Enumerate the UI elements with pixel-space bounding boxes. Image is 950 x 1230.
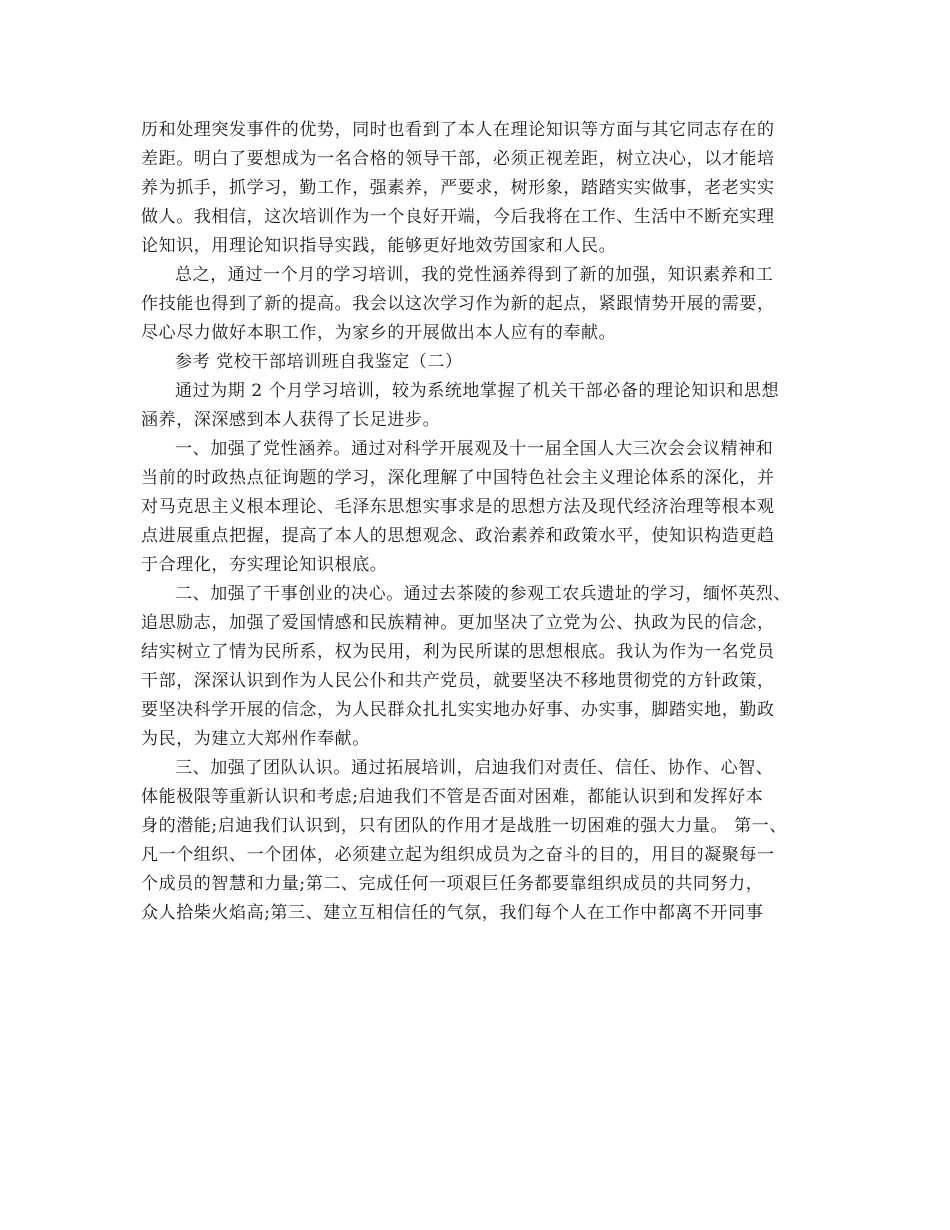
text-line: 于合理化，夯实理论知识根底。 (141, 555, 388, 575)
text-line: 众人拾柴火焰高;第三、建立互相信任的气氛，我们每个人在工作中都离不开同事 (141, 903, 764, 923)
text-line: 追思励志，加强了爱国情感和民族精神。更加坚决了立党为公、执政为民的信念， (141, 613, 775, 633)
text-line: 干部，深深认识到作为人民公仆和共产党员，就要坚决不移地贯彻党的方针政策， (141, 671, 775, 691)
text-line: 二、加强了干事创业的决心。通过去茶陵的参观工农兵遗址的学习，缅怀英烈、 (175, 584, 791, 604)
paragraph (141, 435, 841, 580)
text-line: 个成员的智慧和力量;第二、完成任何一项艰巨任务都要靠组织成员的共同努力， (141, 874, 764, 894)
document-body (141, 116, 841, 928)
text-line: 差距。明白了要想成为一名合格的领导干部，必须正视差距，树立决心，以才能培 (141, 149, 775, 169)
text-line: 作技能也得到了新的提高。我会以这次学习作为新的起点，紧跟情势开展的需要， (141, 294, 775, 314)
text-line: 当前的时政热点征询题的学习，深化理解了中国特色社会主义理论体系的深化，并 (141, 468, 775, 488)
text-line: 通过为期 2 个月学习培训，较为系统地掌握了机关干部必备的理论知识和思想 (175, 381, 780, 401)
text-line: 体能极限等重新认识和考虑;启迪我们不管是否面对困难，都能认识到和发挥好本 (141, 787, 764, 807)
text-line: 尽心尽力做好本职工作，为家乡的开展做出本人应有的奉献。 (141, 323, 617, 343)
text-line: 参考 党校干部培训班自我鉴定（二） (175, 352, 463, 372)
text-line: 做人。我相信，这次培训作为一个良好开端，今后我将在工作、生活中不断充实理 (141, 207, 775, 227)
text-line: 身的潜能;启迪我们认识到，只有团队的作用才是战胜一切困难的强大力量。 第一、 (141, 816, 787, 836)
text-line: 涵养，深深感到本人获得了长足进步。 (141, 410, 441, 430)
text-line: 养为抓手，抓学习，勤工作，强素养，严要求，树形象，踏踏实实做事，老老实实 (141, 178, 775, 198)
paragraph (141, 348, 841, 377)
text-line: 历和处理突发事件的优势，同时也看到了本人在理论知识等方面与其它同志存在的 (141, 120, 775, 140)
text-line: 凡一个组织、一个团体，必须建立起为组织成员为之奋斗的目的，用目的凝聚每一 (141, 845, 775, 865)
text-line: 一、加强了党性涵养。通过对科学开展观及十一届全国人大三次会会议精神和 (175, 439, 774, 459)
text-line: 点进展重点把握，提高了本人的思想观念、政治素养和政策水平，使知识构造更趋 (141, 526, 775, 546)
text-line: 对马克思主义根本理论、毛泽东思想实事求是的思想方法及现代经济治理等根本观 (141, 497, 775, 517)
paragraph (141, 261, 841, 348)
text-line: 结实树立了情为民所系，权为民用，利为民所谋的思想根底。我认为作为一名党员 (141, 642, 775, 662)
text-line: 三、加强了团队认识。通过拓展培训，启迪我们对责任、信任、协作、心智、 (175, 758, 774, 778)
text-line: 要坚决科学开展的信念，为人民群众扎扎实实地办好事、办实事，脚踏实地，勤政 (141, 700, 775, 720)
text-line: 论知识，用理论知识指导实践，能够更好地效劳国家和人民。 (141, 236, 617, 256)
paragraph (141, 580, 841, 754)
paragraph (141, 377, 841, 435)
paragraph (141, 116, 841, 261)
text-line: 为民，为建立大郑州作奉献。 (141, 729, 370, 749)
text-line: 总之，通过一个月的学习培训，我的党性涵养得到了新的加强，知识素养和工 (175, 265, 774, 285)
paragraph (141, 754, 841, 928)
